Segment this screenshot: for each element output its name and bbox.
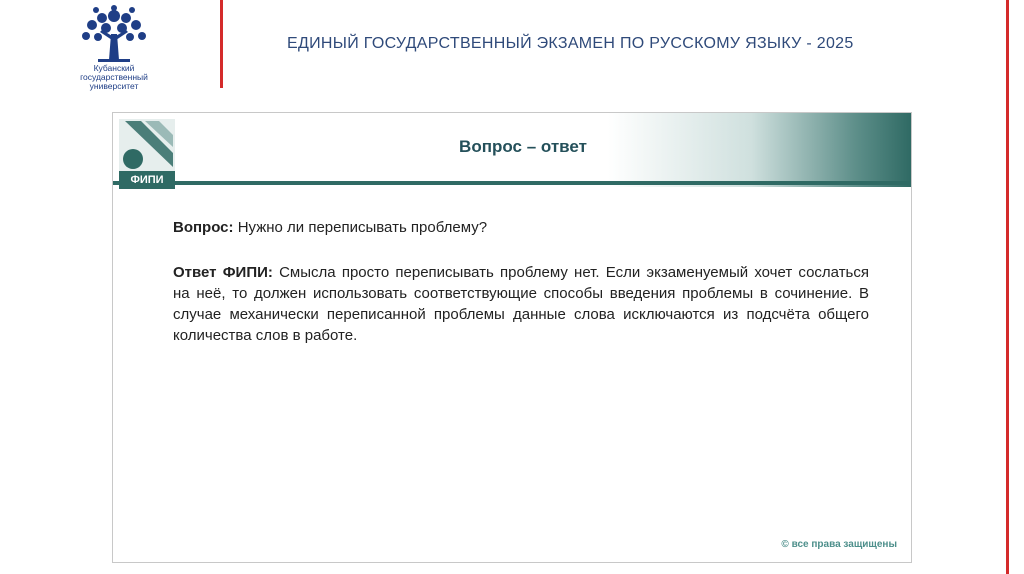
question-label: Вопрос: <box>173 219 234 236</box>
university-logo <box>68 4 160 96</box>
red-divider-right <box>1006 0 1009 574</box>
tree-icon <box>74 4 154 64</box>
slide-frame <box>112 112 912 563</box>
header-divider <box>113 181 911 185</box>
answer-label: Ответ ФИПИ: <box>173 264 273 281</box>
fipi-label: ФИПИ <box>119 171 175 189</box>
answer-text: Смысла просто переписывать проблему нет. Если экзаменуемый хочет сослаться на неё, то должен использовать соответствующие способы введения проблемы в сочинение. В случае механически переписанной проблемы данные слова исключаются из подсчёта общего количества слов в работе. <box>173 264 869 344</box>
slide-title: Вопрос – ответ <box>459 137 587 156</box>
question-paragraph <box>173 219 869 236</box>
page-title: ЕДИНЫЙ ГОСУДАРСТВЕННЫЙ ЭКЗАМЕН ПО РУССКОМУ ЯЗЫКУ - 2025 <box>287 35 854 52</box>
university-name-line: государственный <box>80 72 148 82</box>
university-name-line: университет <box>89 81 139 91</box>
red-divider-left <box>220 0 223 88</box>
copyright-notice: © все права защищены <box>781 539 897 550</box>
university-name <box>68 64 160 91</box>
answer-paragraph <box>173 262 869 346</box>
question-text: Нужно ли переписывать проблему? <box>233 219 488 236</box>
university-name-line: Кубанский <box>93 63 135 73</box>
